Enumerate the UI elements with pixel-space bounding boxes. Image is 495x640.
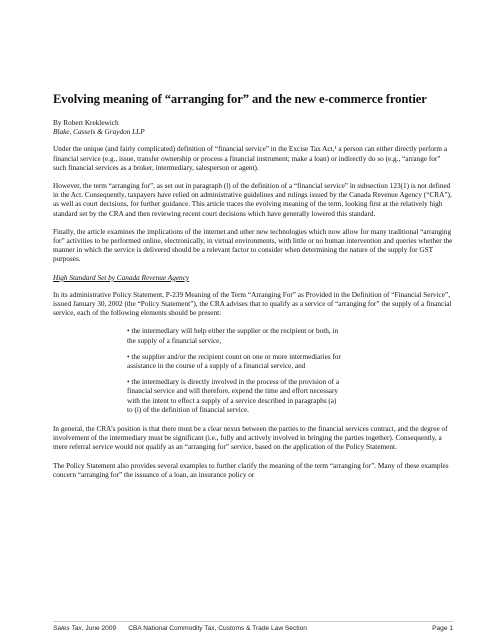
paragraph: In general, the CRA’s position is that there must be a clear nexus between the parties to the financial services contract, and the degree of involvement of the intermediary must be significant (i.e., fully and actively involved in bringing the parties together). Consequently, a mere referral service would not qualify as an “arranging for” service, based on the application of the Policy Statement. (53, 425, 448, 452)
footer-section: CBA National Commodity Tax, Customs & Trade Law Section (128, 625, 307, 632)
footer-page-number: Page 1 (432, 625, 453, 632)
author-firm: Blake, Cassels & Graydon LLP (53, 128, 145, 137)
bullet-item: • the intermediary is directly involved in the process of the provision of a financial service and will therefore, expend the time and effort necessary with the intent to effect a supply of a service described in paragraphs (a) to (i) of the definition of financial service. (127, 378, 340, 414)
section-heading: High Standard Set by Canada Revenue Agency (53, 273, 190, 282)
footer-date: , June 2009 (81, 625, 117, 632)
bullet-item: • the intermediary will help either the supplier or the recipient or both, in the supply of a financial service, (127, 327, 339, 345)
paragraph: Finally, the article examines the implications of the internet and other new technologies which now allow for many traditional “arranging for” activities to be performed online, electronically, in virtual environments, with little or no human intervention and queries whether the manner in which the service is delivered should be a relevant factor to consider when determining the nature of the supply for GST purposes. (53, 227, 453, 264)
article-title: Evolving meaning of “arranging for” and the new e-commerce frontier (53, 92, 427, 106)
paragraph: Under the unique (and fairly complicated) definition of “financial service” in the Excise Tax Act,¹ a person can either directly perform a financial service (e.g., issue, transfer ownership or process a financial instrument; make a loan) or indirectly do so (e.g., “arrange for” such financial services as a broker, intermediary, salesperson or agent). (53, 145, 448, 172)
bullet-item: • the supplier and/or the recipient count on one or more intermediaries for assistance in the course of a supply of a financial service, and (127, 352, 341, 371)
paragraph: The Policy Statement also provides several examples to further clarify the meaning of the term “arranging for”. Many of these examples concern “arranging for” the issuance of a loan, an insurance policy or (53, 461, 449, 479)
footer-publication-name: Sales Tax (53, 625, 82, 632)
author-block (53, 119, 453, 137)
page-footer (53, 621, 453, 632)
footer-publication (53, 625, 116, 632)
section-intro: In its administrative Policy Statement, P-239 Meaning of the Term “Arranging For” as Provided in the Definition of “Financial Service”, issued January 30, 2002 (the “Policy Statement”), the CRA advises that to qualify as a service of “arranging for” the supply of a financial service, each of the following elements should be present: (53, 290, 452, 318)
author-name: By Robert Kreklewich (53, 119, 119, 127)
article-body (53, 92, 453, 489)
paragraph: However, the term “arranging for”, as set out in paragraph (l) of the definition of a “financial service” in subsection 123(1) is not defined in the Act. Consequently, taxpayers have relied on administrative guidelines and rulings issued by the Canada Revenue Agency (“CRA”), as well as court decisions, for further guidance. This article traces the evolving meaning of the term, looking first at the relatively high standard set by the CRA and then reviewing recent court decisions which have generally lowered this standard. (53, 182, 452, 218)
